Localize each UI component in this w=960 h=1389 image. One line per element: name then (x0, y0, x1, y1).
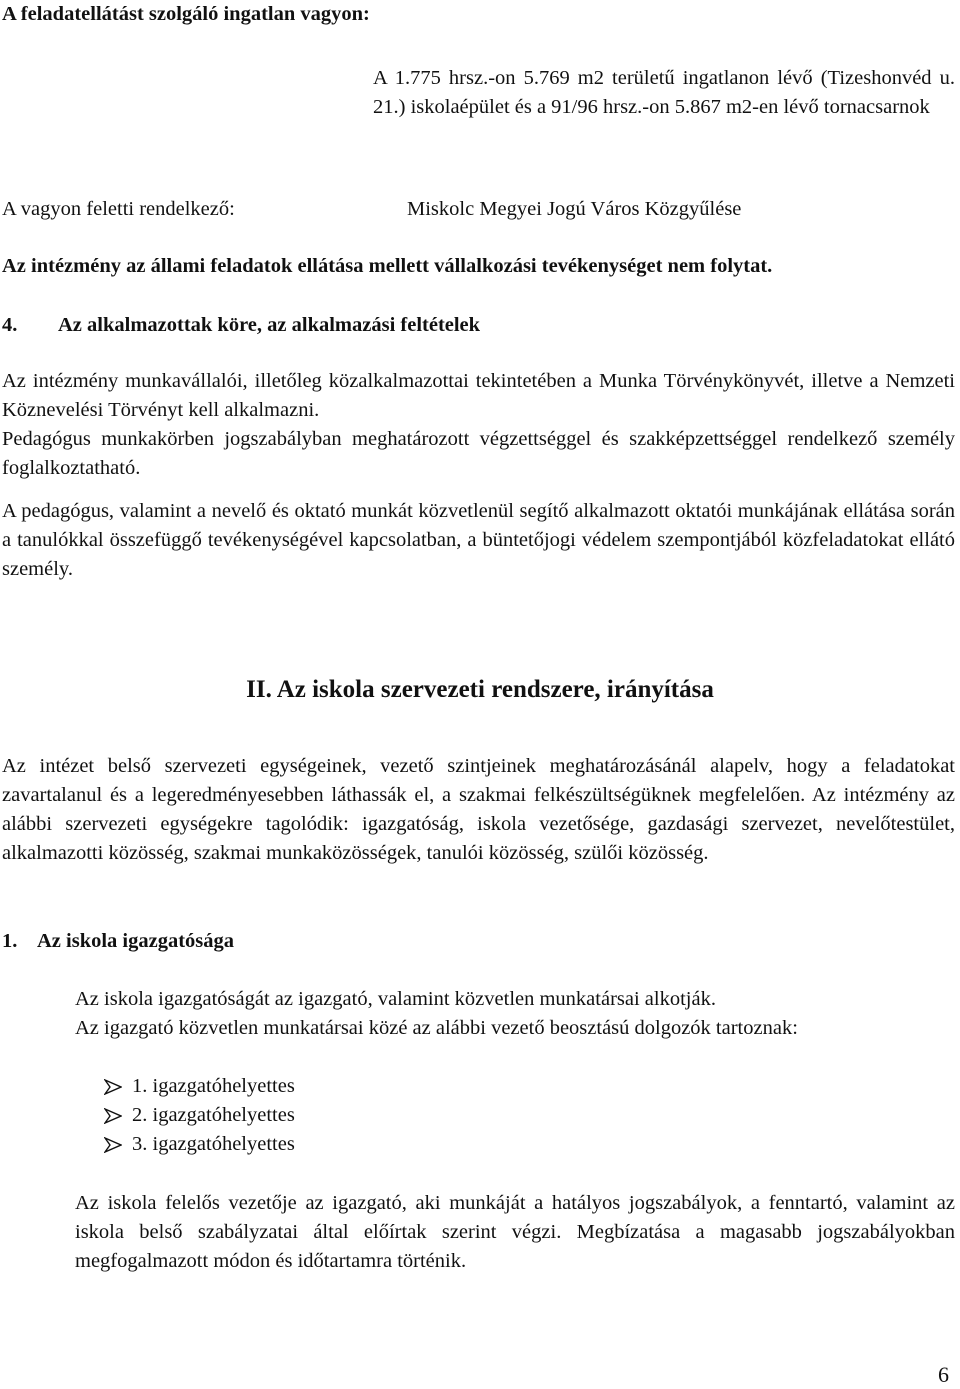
list-item-label: 3. igazgatóhelyettes (132, 1133, 295, 1155)
organization-intro-paragraph: Az intézet belső szervezeti egységeinek, vezető szintjeinek meghatározásánál alapelv, hogy a feladatokat zavartalanul és a legeredményesebben láthassák el, a szakmai felkészültségüknek megfelelően. Az intézmény az alábbi szervezeti egységekre tagolódik: igazgatóság, iskola vezetősége, gazdasági szervezet, nevelőtestület, alkalmazotti közösség, szakmai munkaközösségek, tanulói közösség, szülői közösség. (2, 755, 955, 864)
director-responsibility-paragraph: Az iskola felelős vezetője az igazgató, aki munkáját a hatályos jogszabályok, a fenntartó, valamint az iskola belső szabályzatai által előírtak szerint végzi. Megbízatása a magasabb jogszabályokban megfogalmazott módon és időtartamra történik. (75, 1192, 955, 1272)
criminal-protection-paragraph: A pedagógus, valamint a nevelő és oktató munkát közvetlenül segítő alkalmazott oktatói munkájának ellátása során a tanulókkal összefüggő tevékenységével kapcsolatban, a büntetőjogi védelem szempontjából közfeladatokat ellátó személy. (2, 500, 955, 580)
arrow-bullet-icon (104, 1101, 132, 1133)
arrow-bullet-icon (104, 1130, 132, 1162)
list-item (104, 1130, 295, 1159)
section-1-heading (2, 927, 234, 956)
chapter-title: II. Az iskola szervezeti rendszere, irányítása (246, 676, 714, 703)
section-1-number: 1. (2, 930, 18, 952)
employment-law-paragraph: Az intézmény munkavállalói, illetőleg közalkalmazottai tekintetében a Munka Törvénykönyvét, illetve a Nemzeti Köznevelési Törvényt kell alkalmazni. (2, 370, 955, 421)
section-4-number: 4. (2, 314, 18, 336)
directorate-paragraph: Az iskola igazgatóságát az igazgató, valamint közvetlen munkatársai alkotják. (75, 988, 716, 1010)
property-heading: A feladatellátást szolgáló ingatlan vagyon: (2, 3, 370, 25)
list-item-label: 1. igazgatóhelyettes (132, 1075, 295, 1097)
deputy-list (104, 1072, 295, 1159)
page-number: 6 (938, 1362, 949, 1387)
owner-value: Miskolc Megyei Jogú Város Közgyűlése (407, 198, 742, 220)
deputies-intro-paragraph: Az igazgató közvetlen munkatársai közé az alábbi vezető beosztású dolgozók tartoznak: (75, 1017, 798, 1039)
property-description: A 1.775 hrsz.-on 5.769 m2 területű ingatlanon lévő (Tizeshonvéd u. 21.) iskolaépület és a 91/96 hrsz.-on 5.867 m2-en lévő tornacsarnok (373, 67, 955, 118)
activity-statement: Az intézmény az állami feladatok ellátása mellett vállalkozási tevékenységet nem folytat. (2, 255, 773, 277)
list-item-label: 2. igazgatóhelyettes (132, 1104, 295, 1126)
list-item (104, 1101, 295, 1130)
section-1-title: Az iskola igazgatósága (37, 930, 235, 952)
section-4-title: Az alkalmazottak köre, az alkalmazási feltételek (58, 314, 481, 336)
list-item (104, 1072, 295, 1101)
owner-label: A vagyon feletti rendelkező: (2, 198, 235, 220)
section-4-heading (2, 311, 480, 340)
teacher-qualification-paragraph: Pedagógus munkakörben jogszabályban meghatározott végzettséggel és szakképzettséggel rendelkező személy foglalkoztatható. (2, 428, 955, 479)
arrow-bullet-icon (104, 1072, 132, 1104)
